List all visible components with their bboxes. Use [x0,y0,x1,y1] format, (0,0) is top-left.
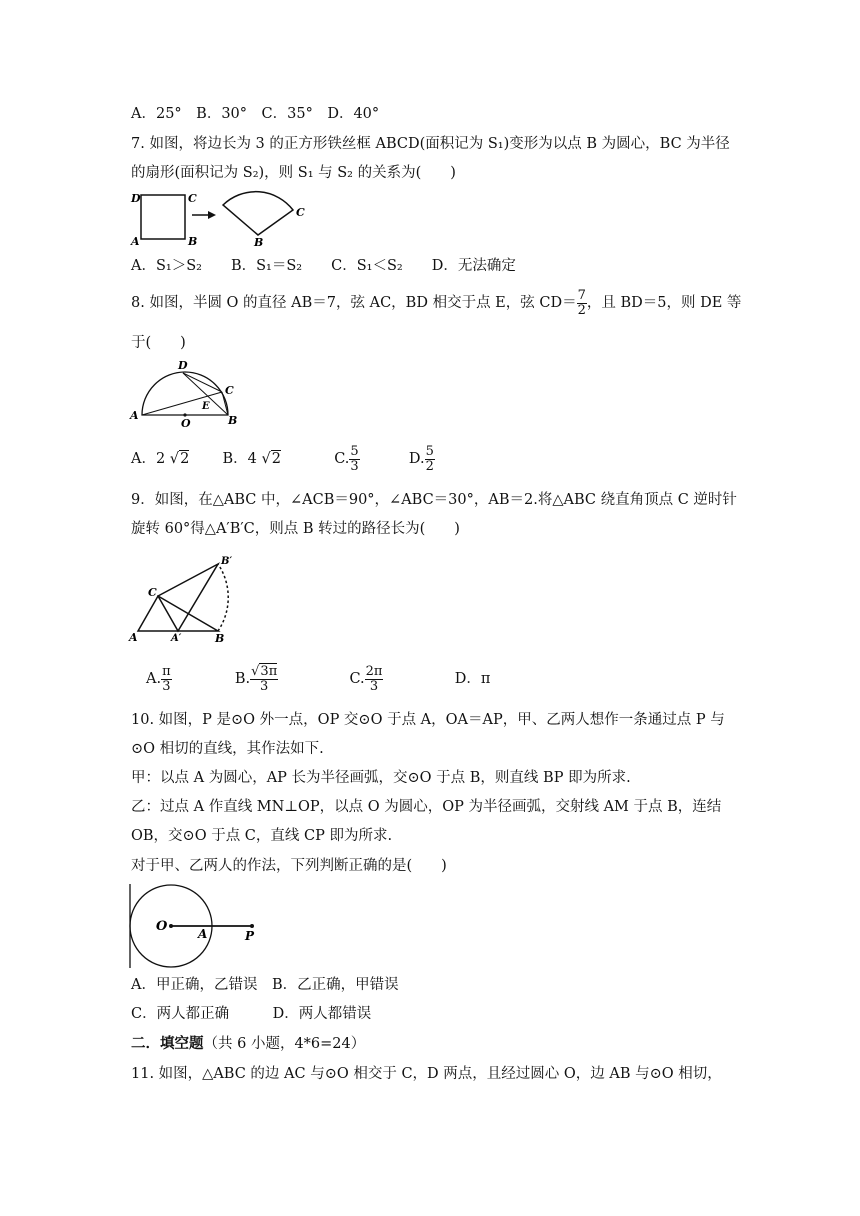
q9-label-c: C [148,586,157,599]
q10-text-line5: OB，交⊙O 于点 C，直线 CP 即为所求. [131,828,393,844]
q8-cd-fraction [577,289,587,318]
q9-opt-a-label: A. [146,671,162,687]
chord-ac [142,392,222,415]
q7-options: A．S₁＞S₂ B．S₁＝S₂ C．S₁＜S₂ D．无法确定 [131,258,516,274]
q10-label-a: A [198,927,208,941]
q8-opt-a-radicand: 2 [180,451,190,467]
q8-figure-semicircle [128,357,243,429]
sector-figure [223,192,293,235]
section2-title: 二．填空题 [131,1035,204,1052]
q7-label-a: A [131,235,140,248]
q9-label-b: B [215,632,225,644]
section2-note: （共 6 小题，4*6=24） [203,1036,366,1052]
q9-opt-a-num: π [162,663,171,679]
q8-opt-a-label: A．2 [131,451,166,467]
q10-text-line2: ⊙O 相切的直线，其作法如下. [131,741,324,757]
q8-text-line1 [131,287,741,319]
q9-label-bprime: B′ [221,556,233,567]
q8-opt-b-radicand: 2 [271,451,281,467]
q10-text-line3: 甲：以点 A 为圆心，AP 长为半径画弧，交⊙O 于点 B，则直线 BP 即为所求. [131,770,631,786]
q8-label-e: E [202,401,210,412]
triangle-apbpc [158,564,218,631]
q9-opt-c-den: 3 [369,678,379,694]
q7-text-line2: 的扇形(面积记为 S₂)，则 S₁ 与 S₂ 的关系为( ) [131,165,456,181]
q8-options [131,444,435,474]
q8-label-a: A [130,409,139,422]
q9-option-b: B. $\frac{√3\pi}{3}$ [234,663,278,694]
q10-text-line1: 10. 如图，P 是⊙O 外一点，OP 交⊙O 于点 A，OA＝AP，甲、乙两人想作一条通过点 P 与 [131,712,725,728]
q9-opt-b-label: B. [234,671,251,687]
q9-opt-c-num: 2π [365,663,383,679]
q8-option-c [334,443,359,474]
q6-options: A．25° B．30° C．35° D．40° [131,106,380,122]
q9-text-line1: 9．如图，在△ABC 中，∠ACB＝90°，∠ABC＝30°，AB＝2.将△ABC 绕直角顶点 C 逆时针 [131,492,737,508]
q9-opt-b-num: 3π [260,663,278,679]
q8-opt-c-den: 3 [350,458,359,474]
q9-option-d: D．π [454,671,491,687]
q8-opt-b-label: B．4 [222,451,257,467]
q7-label-b: B [188,235,198,248]
q8-label-o: O [181,417,191,429]
q8-opt-c-label: C. [334,451,350,467]
q9-opt-c-label: C. [349,671,365,687]
q8-option-a: A．2 √2 [131,451,190,467]
rotation-arc [218,564,228,631]
q7-text-line1: 7. 如图，将边长为 3 的正方形铁丝框 ABCD(面积记为 S₁)变形为以点 B 为圆心，BC 为半径 [131,136,730,152]
q7-label-c-sector: C [296,206,305,219]
q8-text-b: ，且 BD＝5，则 DE 等 [586,295,742,311]
q8-label-b: B [228,414,238,427]
q7-label-c: C [188,192,197,205]
point-o [169,924,173,928]
q7-figure-square-to-sector [128,188,313,248]
q8-text-line2: 于( ) [131,335,186,351]
q8-option-b: B．4 √2 [222,451,281,467]
q9-text-line2: 旋转 60°得△A′B′C，则点 B 转过的路径长为( ) [131,521,460,537]
q8-frac-num: 7 [577,287,586,303]
q9-opt-a-den: 3 [162,678,171,694]
q9-label-a: A [129,631,138,644]
q9-figure-rotation [126,552,241,644]
q7-label-d: D [131,192,141,205]
q9-opt-b-den: 3 [260,678,269,694]
q8-frac-den: 2 [577,302,586,318]
q8-option-d [408,443,435,474]
q8-opt-d-den: 2 [425,458,434,474]
q8-opt-d-num: 5 [425,443,434,459]
q9-label-aprime: A′ [171,633,182,644]
q10-figure-circle [128,882,268,970]
q8-opt-d-label: D. [408,451,425,467]
q9-options [146,662,490,696]
section2-heading [131,1034,365,1054]
q10-text-line4: 乙：过点 A 作直线 MN⊥OP，以点 O 为圆心，OP 为半径画弧，交射线 AM 于点 B，连结 [131,799,722,815]
q9-option-c [349,663,383,694]
triangle-abc [138,596,218,631]
q8-text-a: 8. 如图，半圆 O 的直径 AB＝7，弦 AC，BD 相交于点 E，弦 CD＝ [131,295,577,311]
q7-label-b-sector: B [254,236,264,248]
q10-options-line1: A．甲正确，乙错误 B．乙正确，甲错误 [131,977,399,993]
q10-label-o: O [156,919,168,934]
square-abcd [141,195,185,239]
point-p [250,924,254,928]
q8-label-d: D [178,359,188,372]
q8-label-c: C [225,384,234,397]
q9-option-a [146,663,172,694]
q10-label-p: P [245,929,255,943]
q10-options-line2: C．两人都正确 D．两人都错误 [131,1006,372,1022]
q11-text-line1: 11. 如图，△ABC 的边 AC 与⊙O 相交于 C，D 两点，且经过圆心 O，边 AB 与⊙O 相切， [131,1066,722,1082]
q10-text-line6: 对于甲、乙两人的作法，下列判断正确的是( ) [131,858,447,874]
q8-opt-c-num: 5 [350,443,359,459]
arrow-head [208,211,216,219]
